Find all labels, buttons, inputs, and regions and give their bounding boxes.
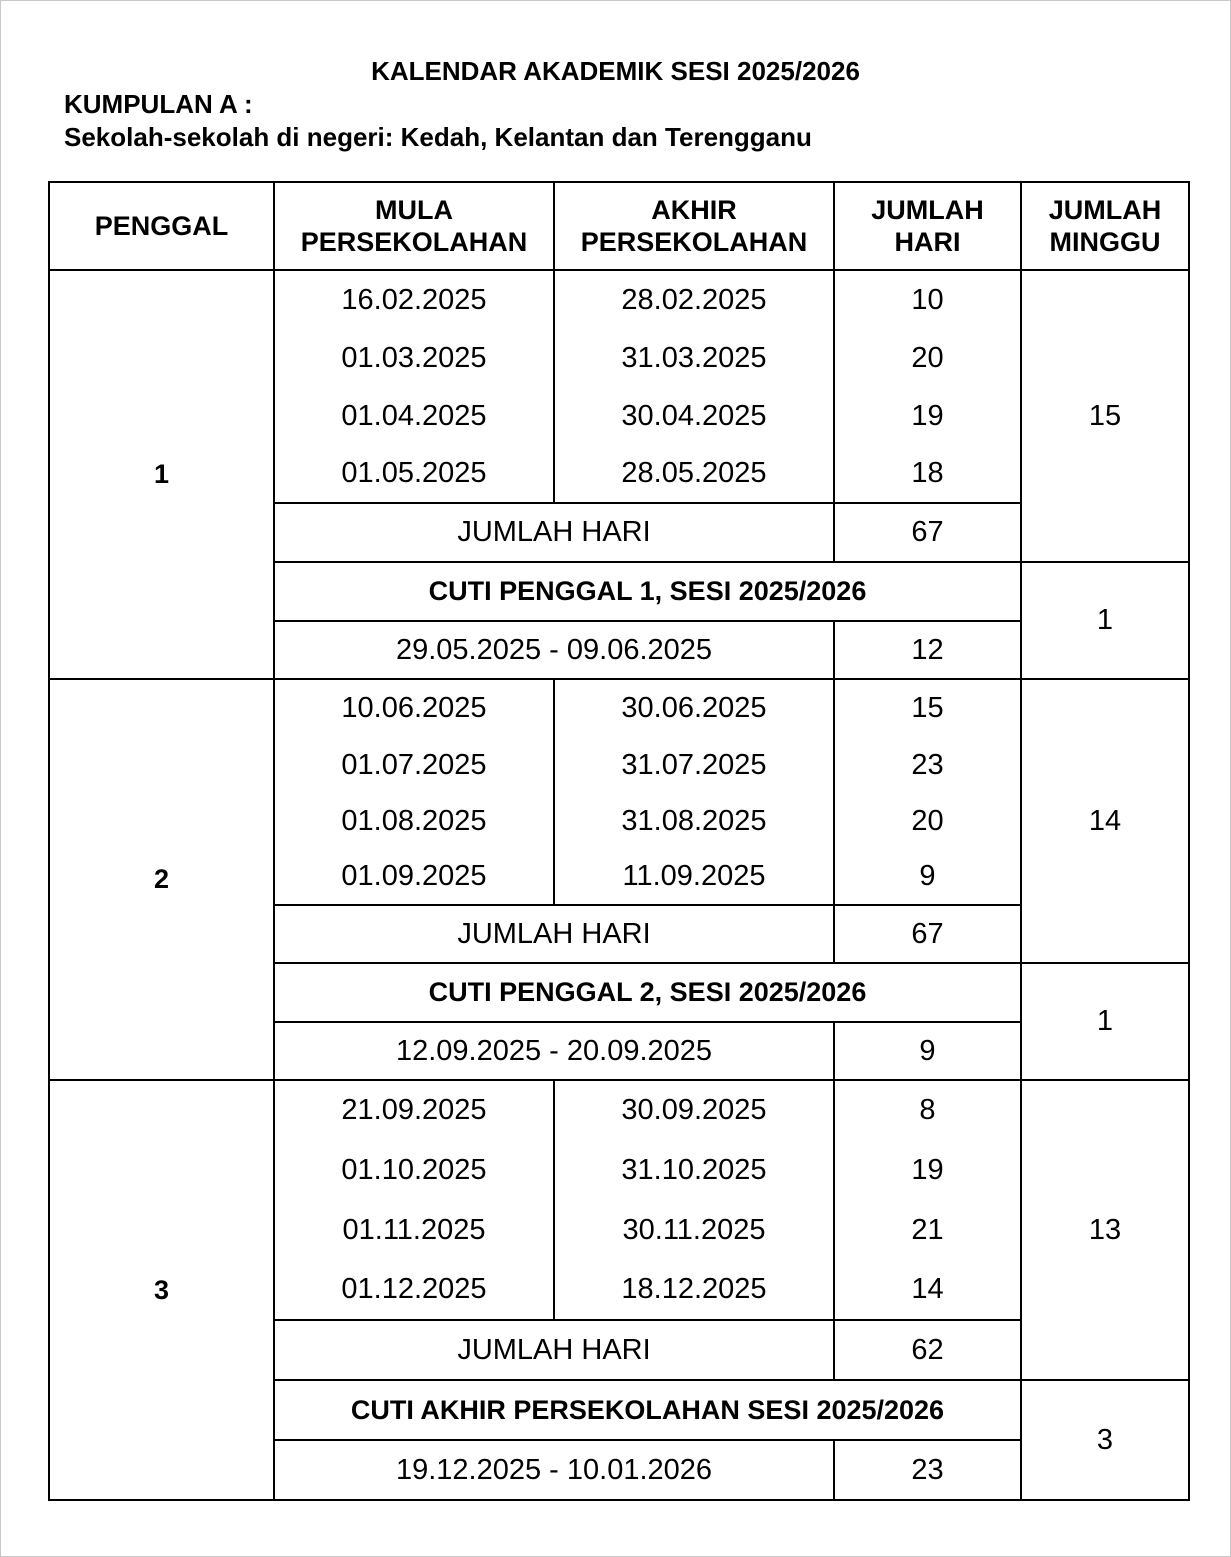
total-hari: 62 bbox=[834, 1320, 1021, 1380]
akhir-cell: 30.06.2025 bbox=[554, 679, 834, 737]
penggal-cell: 3 bbox=[49, 1080, 274, 1500]
hari-cell: 10 bbox=[834, 270, 1021, 329]
cuti-minggu: 1 bbox=[1021, 562, 1189, 679]
total-hari: 67 bbox=[834, 905, 1021, 963]
mula-cell: 16.02.2025 bbox=[274, 270, 554, 329]
mula-cell: 10.06.2025 bbox=[274, 679, 554, 737]
cuti-minggu: 3 bbox=[1021, 1380, 1189, 1500]
akhir-cell: 11.09.2025 bbox=[554, 849, 834, 905]
minggu-cell: 13 bbox=[1021, 1080, 1189, 1380]
total-label: JUMLAH HARI bbox=[274, 1320, 834, 1380]
akhir-cell: 30.11.2025 bbox=[554, 1200, 834, 1260]
cuti-range: 12.09.2025 - 20.09.2025 bbox=[274, 1022, 834, 1080]
hari-cell: 19 bbox=[834, 1140, 1021, 1200]
mula-cell: 01.05.2025 bbox=[274, 445, 554, 503]
cuti-hari: 12 bbox=[834, 621, 1021, 679]
hari-cell: 23 bbox=[834, 737, 1021, 793]
cuti-range: 19.12.2025 - 10.01.2026 bbox=[274, 1440, 834, 1500]
hari-cell: 9 bbox=[834, 849, 1021, 905]
akhir-cell: 28.02.2025 bbox=[554, 270, 834, 329]
mula-cell: 01.04.2025 bbox=[274, 387, 554, 445]
table-row bbox=[49, 1080, 1189, 1140]
akhir-cell: 30.09.2025 bbox=[554, 1080, 834, 1140]
mula-cell: 01.03.2025 bbox=[274, 329, 554, 387]
hari-cell: 18 bbox=[834, 445, 1021, 503]
total-label: JUMLAH HARI bbox=[274, 905, 834, 963]
hari-cell: 21 bbox=[834, 1200, 1021, 1260]
minggu-cell: 15 bbox=[1021, 270, 1189, 562]
akhir-cell: 31.07.2025 bbox=[554, 737, 834, 793]
header-penggal: PENGGAL bbox=[49, 182, 274, 270]
penggal-cell: 2 bbox=[49, 679, 274, 1080]
akhir-cell: 18.12.2025 bbox=[554, 1260, 834, 1320]
table-row bbox=[49, 679, 1189, 737]
cuti-hari: 23 bbox=[834, 1440, 1021, 1500]
akhir-cell: 31.08.2025 bbox=[554, 793, 834, 849]
document-title: KALENDAR AKADEMIK SESI 2025/2026 bbox=[371, 56, 860, 86]
header-row bbox=[49, 182, 1189, 270]
table-body bbox=[49, 270, 1189, 1500]
cuti-label: CUTI PENGGAL 2, SESI 2025/2026 bbox=[274, 963, 1021, 1022]
minggu-cell: 14 bbox=[1021, 679, 1189, 963]
total-hari: 67 bbox=[834, 503, 1021, 562]
hari-cell: 14 bbox=[834, 1260, 1021, 1320]
mula-cell: 01.11.2025 bbox=[274, 1200, 554, 1260]
cuti-hari: 9 bbox=[834, 1022, 1021, 1080]
hari-cell: 20 bbox=[834, 329, 1021, 387]
mula-cell: 01.12.2025 bbox=[274, 1260, 554, 1320]
mula-cell: 01.10.2025 bbox=[274, 1140, 554, 1200]
cuti-label: CUTI PENGGAL 1, SESI 2025/2026 bbox=[274, 562, 1021, 621]
hari-cell: 15 bbox=[834, 679, 1021, 737]
group-label: KUMPULAN A : bbox=[64, 89, 253, 119]
mula-cell: 01.08.2025 bbox=[274, 793, 554, 849]
hari-cell: 8 bbox=[834, 1080, 1021, 1140]
header-jumlah-minggu: JUMLAH MINGGU bbox=[1021, 182, 1189, 270]
cuti-minggu: 1 bbox=[1021, 963, 1189, 1080]
mula-cell: 21.09.2025 bbox=[274, 1080, 554, 1140]
mula-cell: 01.07.2025 bbox=[274, 737, 554, 793]
header-akhir: AKHIR PERSEKOLAHAN bbox=[554, 182, 834, 270]
hari-cell: 20 bbox=[834, 793, 1021, 849]
mula-cell: 01.09.2025 bbox=[274, 849, 554, 905]
cuti-label: CUTI AKHIR PERSEKOLAHAN SESI 2025/2026 bbox=[274, 1380, 1021, 1440]
table-row bbox=[49, 270, 1189, 329]
states-label: Sekolah-sekolah di negeri: Kedah, Kelantan dan Terengganu bbox=[64, 122, 812, 152]
cuti-range: 29.05.2025 - 09.06.2025 bbox=[274, 621, 834, 679]
akhir-cell: 30.04.2025 bbox=[554, 387, 834, 445]
hari-cell: 19 bbox=[834, 387, 1021, 445]
akhir-cell: 31.10.2025 bbox=[554, 1140, 834, 1200]
header-jumlah-hari: JUMLAH HARI bbox=[834, 182, 1021, 270]
header-mula: MULA PERSEKOLAHAN bbox=[274, 182, 554, 270]
calendar-table bbox=[48, 181, 1190, 1501]
akhir-cell: 28.05.2025 bbox=[554, 445, 834, 503]
total-label: JUMLAH HARI bbox=[274, 503, 834, 562]
akhir-cell: 31.03.2025 bbox=[554, 329, 834, 387]
penggal-cell: 1 bbox=[49, 270, 274, 679]
